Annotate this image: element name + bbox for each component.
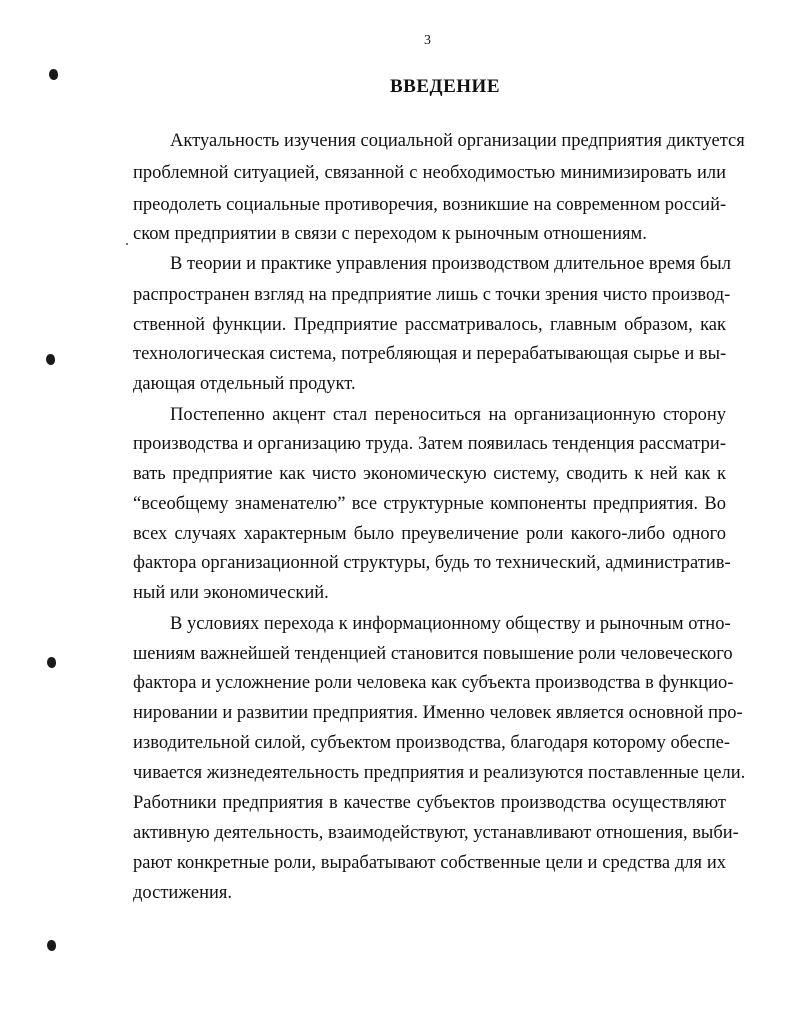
paragraph-4-line-5: изводительной силой, субъектом производства, благодаря которому обеспе- (133, 733, 731, 753)
paragraph-1-line-4: ском предприятии в связи с переходом к рыночным отношениям. (133, 224, 647, 244)
punch-hole-mark (49, 69, 58, 80)
paragraph-4-line-9: рают конкретные роли, вырабатывают собственные цели и средства для их (133, 853, 726, 873)
section-title: ВВЕДЕНИЕ (390, 76, 500, 97)
punch-hole-mark (47, 940, 56, 951)
paragraph-4-line-6: чивается жизнедеятельность предприятия и реализуются поставленные цели. (133, 763, 746, 783)
paragraph-4-line-7: Работники предприятия в качестве субъектов производства осуществляют (133, 793, 726, 813)
scan-speck (126, 243, 128, 245)
punch-hole-mark (47, 657, 56, 668)
paragraph-3-line-3: вать предприятие как чисто экономическую систему, сводить к ней как к (133, 464, 726, 484)
punch-hole-mark (46, 354, 55, 365)
paragraph-1-line-2: проблемной ситуацией, связанной с необходимостью минимизировать или (133, 163, 726, 183)
paragraph-3-line-5: всех случаях характерным было преувеличение роли какого-либо одного (133, 524, 726, 544)
paragraph-1-line-3: преодолеть социальные противоречия, возникшие на современном россий- (133, 195, 727, 215)
paragraph-3-line-7: ный или экономический. (133, 583, 329, 603)
paragraph-1-line-1: Актуальность изучения социальной организации предприятия диктуется (170, 131, 745, 151)
paragraph-2-line-4: технологическая система, потребляющая и перерабатывающая сырье и вы- (133, 344, 727, 364)
paragraph-3-line-6: фактора организационной структуры, будь то технический, административ- (133, 553, 731, 573)
paragraph-3-line-4: “всеобщему знаменателю” все структурные компоненты предприятия. Во (133, 494, 726, 514)
paragraph-3-line-1: Постепенно акцент стал переноситься на организационную сторону (170, 405, 726, 425)
page-number: 3 (424, 33, 431, 48)
paragraph-3-line-2: производства и организацию труда. Затем появилась тенденция рассматри- (133, 434, 726, 454)
paragraph-2-line-2: распространен взгляд на предприятие лишь с точки зрения чисто производ- (133, 285, 731, 305)
paragraph-4-line-10: достижения. (133, 883, 233, 903)
paragraph-4-line-4: нировании и развитии предприятия. Именно человек является основной про- (133, 703, 743, 723)
paragraph-2-line-3: ственной функции. Предприятие рассматривалось, главным образом, как (133, 315, 726, 335)
paragraph-2-line-5: дающая отдельный продукт. (133, 374, 356, 394)
paragraph-4-line-2: шениям важнейшей тенденцией становится повышение роли человеческого (133, 644, 733, 664)
paragraph-2-line-1: В теории и практике управления производством длительное время был (170, 254, 731, 274)
paragraph-4-line-8: активную деятельность, взаимодействуют, устанавливают отношения, выби- (133, 823, 739, 843)
paragraph-4-line-1: В условиях перехода к информационному обществу и рыночным отно- (170, 614, 731, 634)
paragraph-4-line-3: фактора и усложнение роли человека как субъекта производства в функцио- (133, 673, 734, 693)
